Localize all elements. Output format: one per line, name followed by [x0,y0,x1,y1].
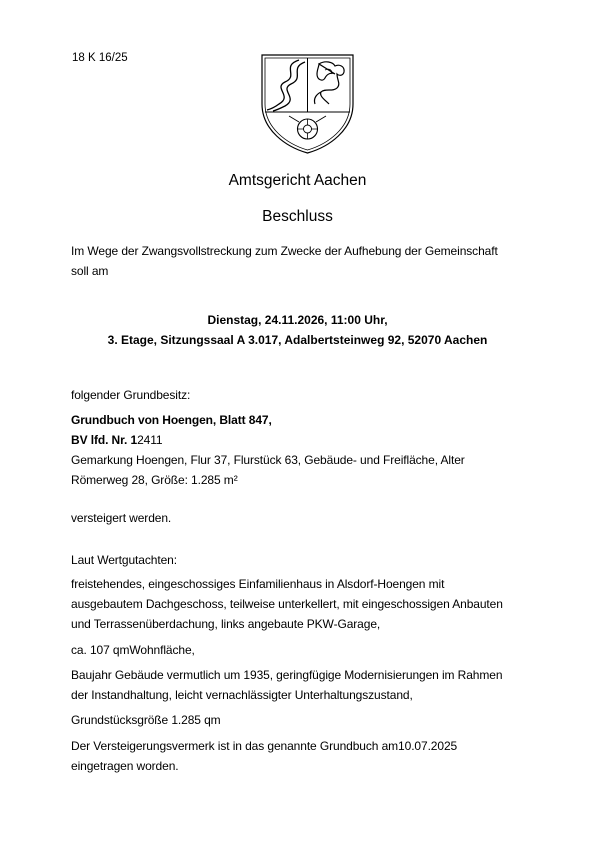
property-intro: folgender Grundbesitz: [71,388,191,402]
living-area: ca. 107 qmWohnfläche, [71,643,195,657]
building-description-line-3: und Terrassenüberdachung, links angebaute PKW-Garage, [71,617,381,631]
building-description-line-2: ausgebautem Dachgeschoss, teilweise unterkellert, mit eingeschossigen Anbauten [71,597,503,611]
registration-line-2: eingetragen worden. [71,759,179,773]
land-register: Grundbuch von Hoengen, Blatt 847, [71,413,272,427]
building-description-line-1: freistehendes, eingeschossiges Einfamilienhaus in Alsdorf-Hoengen mit [71,577,445,591]
bv-value: 2411 [137,433,163,447]
construction-year-line-2: der Instandhaltung, leicht vernachlässigter Unterhaltungszustand, [71,688,413,702]
document-title: Beschluss [262,208,333,225]
registration-line-1: Der Versteigerungsvermerk ist in das genannte Grundbuch am10.07.2025 [71,739,458,753]
plot-size: Grundstücksgröße 1.285 qm [71,713,221,727]
file-reference: 18 K 16/25 [72,52,128,64]
intro-line-2: soll am [71,264,109,278]
property-description-line-2: Römerweg 28, Größe: 1.285 m² [71,473,238,487]
appointment-date-time: Dienstag, 24.11.2026, 11:00 Uhr, [207,313,388,327]
bv-label: BV lfd. Nr. 1 [71,433,138,447]
construction-year-line-1: Baujahr Gebäude vermutlich um 1935, geringfügige Modernisierungen im Rahmen [71,668,503,682]
bv-line [71,430,541,450]
intro-line-1: Im Wege der Zwangsvollstreckung zum Zwecke der Aufhebung der Gemeinschaft [71,244,498,258]
auction-statement: versteigert werden. [71,511,172,525]
nrw-coat-of-arms-icon [259,52,356,155]
property-description-line-1: Gemarkung Hoengen, Flur 37, Flurstück 63, Gebäude- und Freifläche, Alter [71,453,465,467]
court-name: Amtsgericht Aachen [228,172,367,189]
appointment-location: 3. Etage, Sitzungssaal A 3.017, Adalbertsteinweg 92, 52070 Aachen [107,333,488,347]
appraisal-heading: Laut Wertgutachten: [71,553,177,567]
